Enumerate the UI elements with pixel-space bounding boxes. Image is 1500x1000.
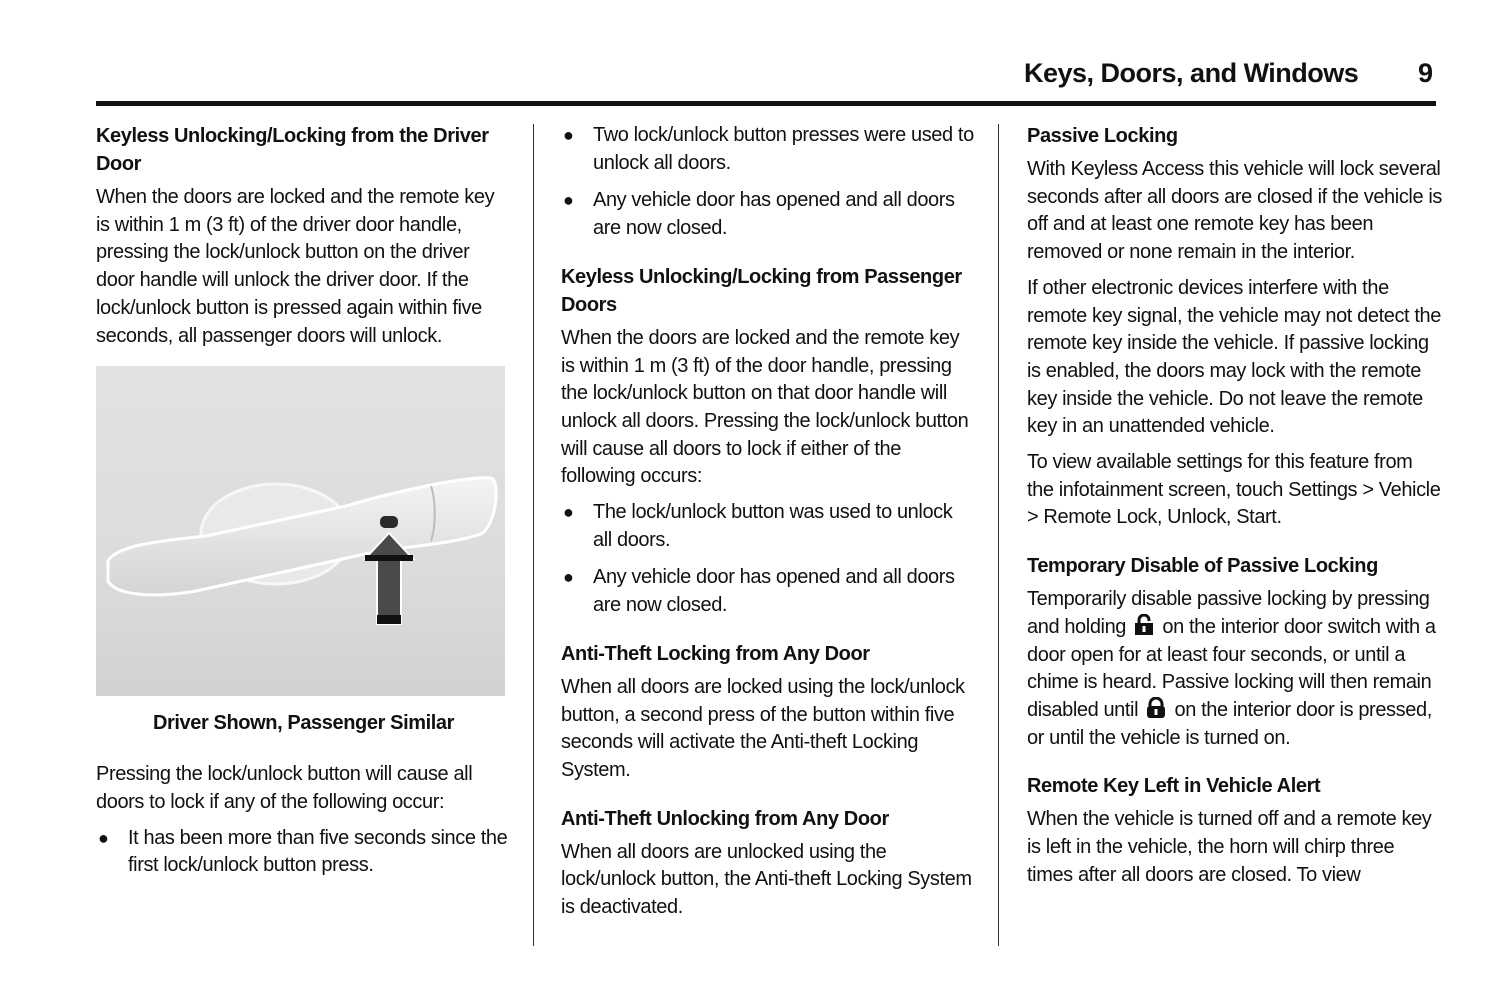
paragraph: With Keyless Access this vehicle will lock several seconds after all doors are closed if the vehicle is off and at least one remote key has been removed or none remain in the interior. — [1027, 158, 1442, 264]
bullet-list — [561, 122, 976, 243]
list-item: ● The lock/unlock button was used to unlock all doors. — [563, 501, 953, 551]
list-item: ● Any vehicle door has opened and all doors are now closed. — [563, 189, 955, 240]
paragraph: If other electronic devices interfere with the remote key signal, the vehicle may not detect the remote key inside the vehicle. If passive locking is enabled, the doors may lock with the remote key inside the vehicle. Do not leave the remote key in an unattended vehicle. — [1027, 276, 1441, 438]
header-rule — [96, 101, 1436, 106]
bullet-icon: ● — [563, 502, 574, 523]
section-heading-anti-theft-unlocking: Anti-Theft Unlocking from Any Door — [561, 807, 889, 830]
lock-icon — [1146, 697, 1166, 719]
paragraph: When the vehicle is turned off and a remote key is left in the vehicle, the horn will chirp three times after all doors are closed. To view — [1027, 808, 1432, 886]
running-header-title: Keys, Doors, and Windows — [1024, 58, 1359, 88]
section-heading-remote-key-alert: Remote Key Left in Vehicle Alert — [1027, 775, 1321, 798]
bullet-icon: ● — [563, 567, 574, 588]
bullet-icon: ● — [563, 125, 574, 145]
column-divider-1 — [533, 124, 534, 946]
bullet-list — [96, 825, 511, 880]
section-heading-passive-locking: Passive Locking — [1027, 125, 1178, 147]
column-2 — [561, 122, 976, 930]
bullet-list — [561, 499, 976, 620]
paragraph: Pressing the lock/unlock button will cause all doors to lock if any of the following occur: — [96, 763, 473, 813]
column-3 — [1027, 122, 1442, 897]
column-1 — [96, 122, 511, 890]
column-divider-2 — [998, 124, 999, 946]
list-item: ● Two lock/unlock button presses were used to unlock all doors. — [563, 124, 974, 174]
paragraph: Temporarily disable passive locking by pressing and holding on the interior door switch with a door open for at least four seconds, or until a chime is heard. Passive locking will then remain disabled until on the interior door is pressed, or until the vehicle is turned on. — [1027, 588, 1436, 749]
door-handle-illustration — [96, 366, 505, 696]
lock-button-marker — [380, 516, 398, 528]
section-heading-anti-theft-locking: Anti-Theft Locking from Any Door — [561, 642, 870, 665]
section-heading-passenger-doors: Keyless Unlocking/Locking from Passenger Doors — [561, 265, 962, 316]
bullet-icon: ● — [563, 190, 574, 211]
paragraph: When all doors are unlocked using the lock/unlock button, the Anti-theft Locking System is deactivated. — [561, 840, 972, 919]
paragraph: When the doors are locked and the remote key is within 1 m (3 ft) of the door handle, pressing the lock/unlock button on that door handle will unlock all doors. Pressing the lock/unlock button will cause all doors to lock if either of the following occurs: — [561, 326, 969, 488]
section-heading-driver-door: Keyless Unlocking/Locking from the Driver Door — [96, 125, 489, 175]
paragraph: When all doors are locked using the lock/unlock button, a second press of the button within five seconds will activate the Anti-theft Locking System. — [561, 675, 965, 781]
paragraph: When the doors are locked and the remote key is within 1 m (3 ft) of the driver door handle, pressing the lock/unlock button on the driver door handle will unlock the driver door. If the lock/unlock button is pressed again within five seconds, all passenger doors will unlock. — [96, 186, 495, 347]
figure-caption: Driver Shown, Passenger Similar — [152, 712, 455, 735]
page-number: 9 — [1418, 58, 1434, 88]
bullet-icon: ● — [98, 827, 109, 848]
unlock-icon — [1134, 614, 1154, 636]
door-handle-figure — [96, 366, 505, 696]
list-item: ● It has been more than five seconds since the first lock/unlock button press. — [98, 826, 508, 877]
paragraph: To view available settings for this feature from the infotainment screen, touch Settings > Vehicle > Remote Lock, Unlock, Start. — [1027, 451, 1441, 529]
list-item: ● Any vehicle door has opened and all doors are now closed. — [563, 566, 955, 617]
section-heading-temporary-disable: Temporary Disable of Passive Locking — [1027, 555, 1378, 578]
